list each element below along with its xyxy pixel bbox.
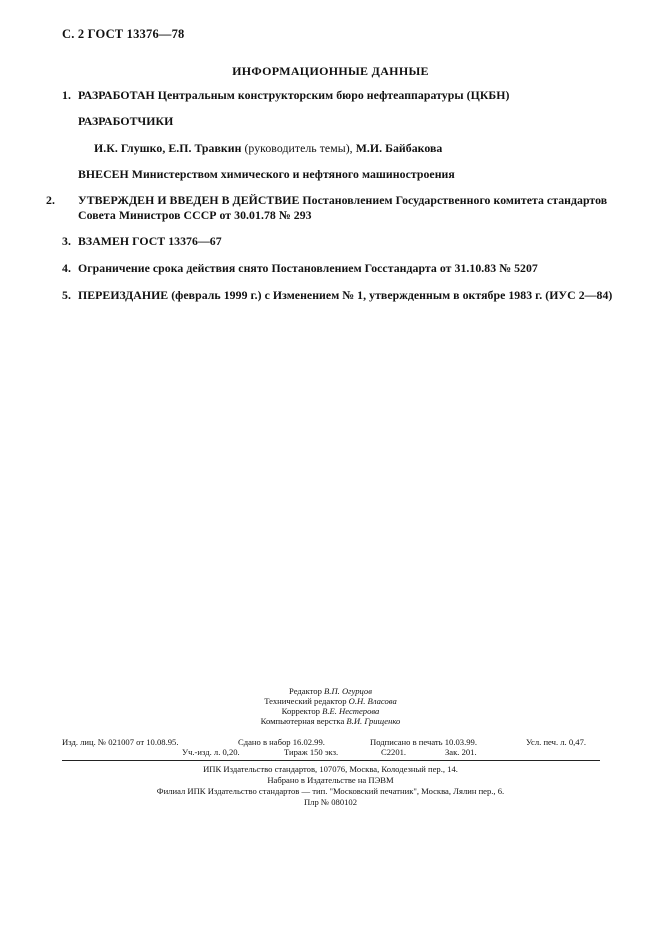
item-number: 4. — [62, 261, 71, 275]
footer-line-2: Набрано в Издательстве на ПЭВМ — [267, 775, 394, 785]
item-reissue — [62, 288, 612, 303]
layout-name: В.И. Грищенко — [346, 716, 401, 726]
footer-line-1: ИПК Издательство стандартов, 107076, Москва, Колодезный пер., 14. — [203, 764, 458, 774]
item-text: РАЗРАБОТАН Центральным конструкторским бюро нефтеаппаратуры (ЦКБН) — [78, 88, 510, 102]
tech-editor-name: О.Н. Власова — [348, 696, 397, 706]
item-text-line2: Совета Министров СССР от 30.01.78 № 293 — [78, 208, 312, 222]
corrector-line — [0, 706, 661, 716]
publication-signed: Подписано в печать 10.03.99. — [370, 737, 477, 747]
developer-names: И.К. Глушко, Е.П. Травкин — [94, 141, 242, 155]
item-limitation — [62, 261, 538, 276]
page-header: С. 2 ГОСТ 13376—78 — [62, 27, 185, 41]
item-number: 5. — [62, 288, 71, 302]
publication-circulation: Тираж 150 экз. — [284, 747, 339, 757]
editor-name: В.П. Огурцов — [324, 686, 372, 696]
layout-line — [0, 716, 661, 726]
publication-print-sheets: Усл. печ. л. 0,47. — [526, 737, 587, 747]
section-title: ИНФОРМАЦИОННЫЕ ДАННЫЕ — [232, 64, 429, 78]
publication-order: Зак. 201. — [445, 747, 477, 757]
publisher-footer — [0, 764, 661, 808]
footer-line-3: Филиал ИПК Издательство стандартов — тип. "Московский печатник", Москва, Лялин пер., 6. — [156, 786, 505, 796]
imprint-block — [0, 686, 661, 726]
editor-label: Редактор — [289, 686, 325, 696]
publication-publ-sheets: Уч.-изд. л. 0,20. — [182, 747, 240, 757]
layout-label: Компьютерная верстка — [260, 716, 347, 726]
tech-editor-label: Технический редактор — [264, 696, 349, 706]
item-text-line1: УТВЕРЖДЕН И ВВЕДЕН В ДЕЙСТВИЕ Постановлением Государственного комитета стандартов — [78, 193, 608, 207]
footer-line-4: Плр № 080102 — [303, 797, 358, 807]
tech-editor-line — [0, 696, 661, 706]
corrector-label: Корректор — [281, 706, 323, 716]
item-developed — [62, 88, 509, 103]
developers-list — [94, 141, 442, 156]
footer-divider — [62, 760, 600, 761]
publication-license: Изд. лиц. № 021007 от 10.08.95. — [62, 737, 179, 747]
item-text: ПЕРЕИЗДАНИЕ (февраль 1999 г.) с Изменением № 1, утвержденным в октябре 1983 г. (ИУС 2—84) — [78, 288, 613, 302]
item-text: ВЗАМЕН ГОСТ 13376—67 — [78, 234, 222, 248]
item-replaced — [62, 234, 222, 249]
developers-heading: РАЗРАБОТЧИКИ — [78, 114, 174, 128]
publication-code: С2201. — [381, 747, 407, 757]
item-approved — [46, 193, 623, 223]
item-text: Ограничение срока действия снято Постановлением Госстандарта от 31.10.83 № 5207 — [78, 261, 538, 275]
corrector-name: В.Е. Нестерова — [322, 706, 380, 716]
editor-line — [0, 686, 661, 696]
item-number: 1. — [62, 88, 71, 102]
introduced-by: ВНЕСЕН Министерством химического и нефтяного машиностроения — [78, 167, 455, 181]
developer-role: (руководитель темы), — [241, 141, 356, 155]
developer-names-extra: М.И. Байбакова — [355, 141, 443, 155]
item-number: 3. — [62, 234, 71, 248]
item-number: 2. — [46, 193, 55, 207]
publication-typeset: Сдано в набор 16.02.99. — [238, 737, 325, 747]
